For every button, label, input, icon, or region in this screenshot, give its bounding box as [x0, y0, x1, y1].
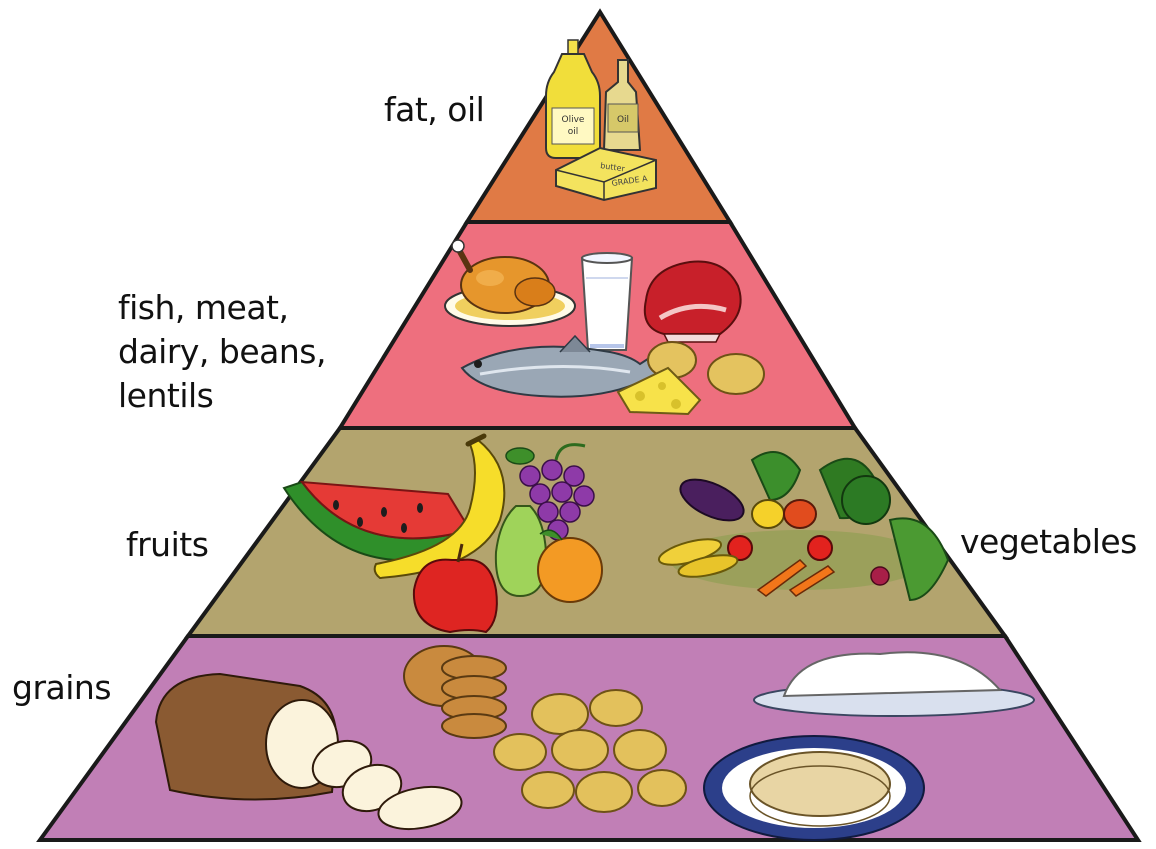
- svg-text:GRADE A: GRADE A: [611, 174, 649, 188]
- flatbread-plate: [704, 736, 924, 840]
- label-protein-line-2: dairy, beans,: [118, 332, 326, 371]
- svg-text:Olive: Olive: [561, 115, 585, 125]
- label-fruits: fruits: [126, 525, 209, 564]
- svg-text:oil: oil: [567, 127, 579, 137]
- label-grains: grains: [12, 668, 112, 707]
- glass-of-milk: [582, 253, 632, 350]
- raw-meat-steak: [645, 262, 741, 343]
- label-fat-oil: fat, oil: [384, 90, 485, 129]
- label-protein: [118, 286, 326, 418]
- tier-fruits-vegetables: [188, 428, 1005, 636]
- svg-text:Oil: Oil: [616, 115, 630, 125]
- label-protein-line-1: fish, meat,: [118, 288, 289, 327]
- svg-text:butter: butter: [599, 161, 626, 174]
- label-protein-line-3: lentils: [118, 376, 214, 415]
- label-vegetables: vegetables: [960, 522, 1137, 561]
